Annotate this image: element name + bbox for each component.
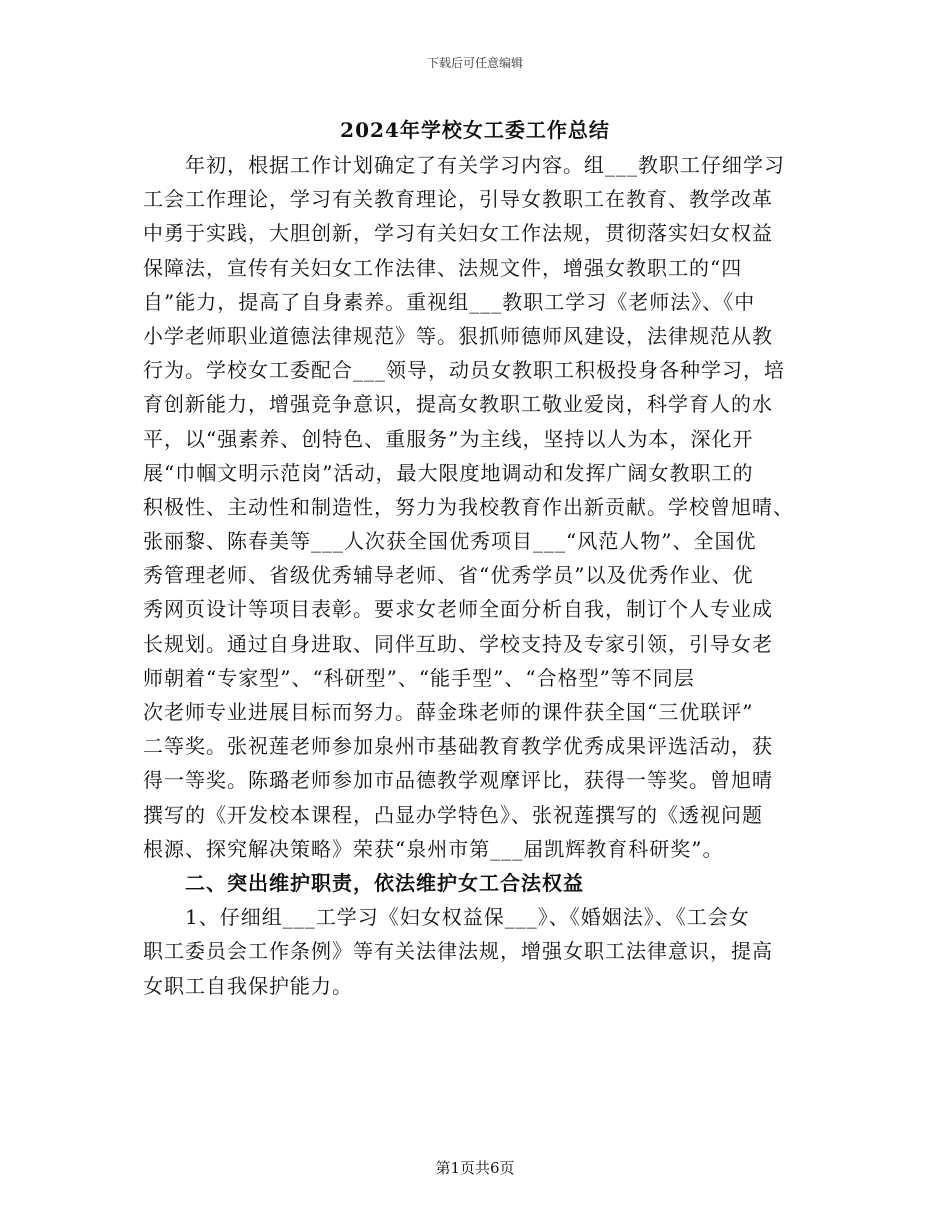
body-line: 1、仔细组___工学习《妇女权益保___》、《婚姻法》、《工会女 bbox=[185, 905, 750, 930]
document-body bbox=[143, 148, 805, 1003]
body-line: 次老师专业进展目标而努力。薛金珠老师的课件获全国“三优联评” bbox=[143, 700, 754, 724]
body-line: 长规划。通过自身进取、同伴互助、学校支持及专家引领，引导女老 bbox=[143, 631, 773, 656]
body-line: 保障法，宣传有关妇女工作法律、法规文件，增强女教职工的“四 bbox=[143, 255, 743, 280]
body-line: 小学老师职业道德法律规范》等。狠抓师德师风建设，法律规范从教 bbox=[143, 323, 773, 348]
body-line: 平，以“强素养、创特色、重服务”为主线，坚持以人为本，深化开 bbox=[143, 426, 754, 451]
section-heading: 二、突出维护职责，依法维护女工合法权益 bbox=[185, 870, 584, 895]
body-line: 工会工作理论，学习有关教育理论，引导女教职工在教育、教学改革 bbox=[143, 187, 773, 212]
body-line: 年初，根据工作计划确定了有关学习内容。组___教职工仔细学习 bbox=[185, 153, 785, 177]
body-line: 行为。学校女工委配合___领导，动员女教职工积极投身各种学习，培 bbox=[143, 358, 785, 383]
document-title: 2024年学校女工委工作总结 bbox=[340, 118, 610, 142]
body-line: 得一等奖。陈璐老师参加市品德教学观摩评比，获得一等奖。曾旭晴 bbox=[143, 768, 773, 793]
body-line: 根源、探究解决策略》荣获“泉州市第___届凯辉教育科研奖”。 bbox=[143, 836, 724, 861]
body-line: 秀管理老师、省级优秀辅导老师、省“优秀学员”以及优秀作业、优 bbox=[143, 563, 754, 588]
body-line: 自”能力，提高了自身素养。重视组___教职工学习《老师法》、《中 bbox=[143, 289, 756, 314]
body-line: 中勇于实践，大胆创新，学习有关妇女工作法规，贯彻落实妇女权益 bbox=[143, 221, 773, 246]
body-line: 育创新能力，增强竞争意识，提高女教职工敬业爱岗，科学育人的水 bbox=[143, 392, 773, 417]
body-line: 撰写的《开发校本课程，凸显办学特色》、张祝莲撰写的《透视问题 bbox=[143, 802, 763, 827]
body-line: 张丽黎、陈春美等___人次获全国优秀项目___“风范人物”、全国优 bbox=[143, 529, 757, 554]
body-line: 积极性、主动性和制造性，努力为我校教育作出新贡献。学校曾旭晴、 bbox=[143, 494, 794, 519]
page-number: 第1页共6页 bbox=[435, 1159, 515, 1177]
body-line: 女职工自我保护能力。 bbox=[143, 973, 353, 998]
body-line: 秀网页设计等项目表彰。要求女老师全面分析自我，制订个人专业成 bbox=[143, 597, 773, 622]
header-note: 下载后可任意编辑 bbox=[426, 56, 523, 70]
body-line: 职工委员会工作条例》等有关法律法规，增强女职工法律意识，提高 bbox=[143, 939, 773, 964]
body-line: 展“巾帼文明示范岗”活动，最大限度地调动和发挥广阔女教职工的 bbox=[143, 460, 754, 485]
body-line: 师朝着“专家型”、“科研型”、“能手型”、“合格型”等不同层 bbox=[143, 665, 695, 690]
body-line: 二等奖。张祝莲老师参加泉州市基础教育教学优秀成果评选活动，获 bbox=[143, 734, 773, 759]
